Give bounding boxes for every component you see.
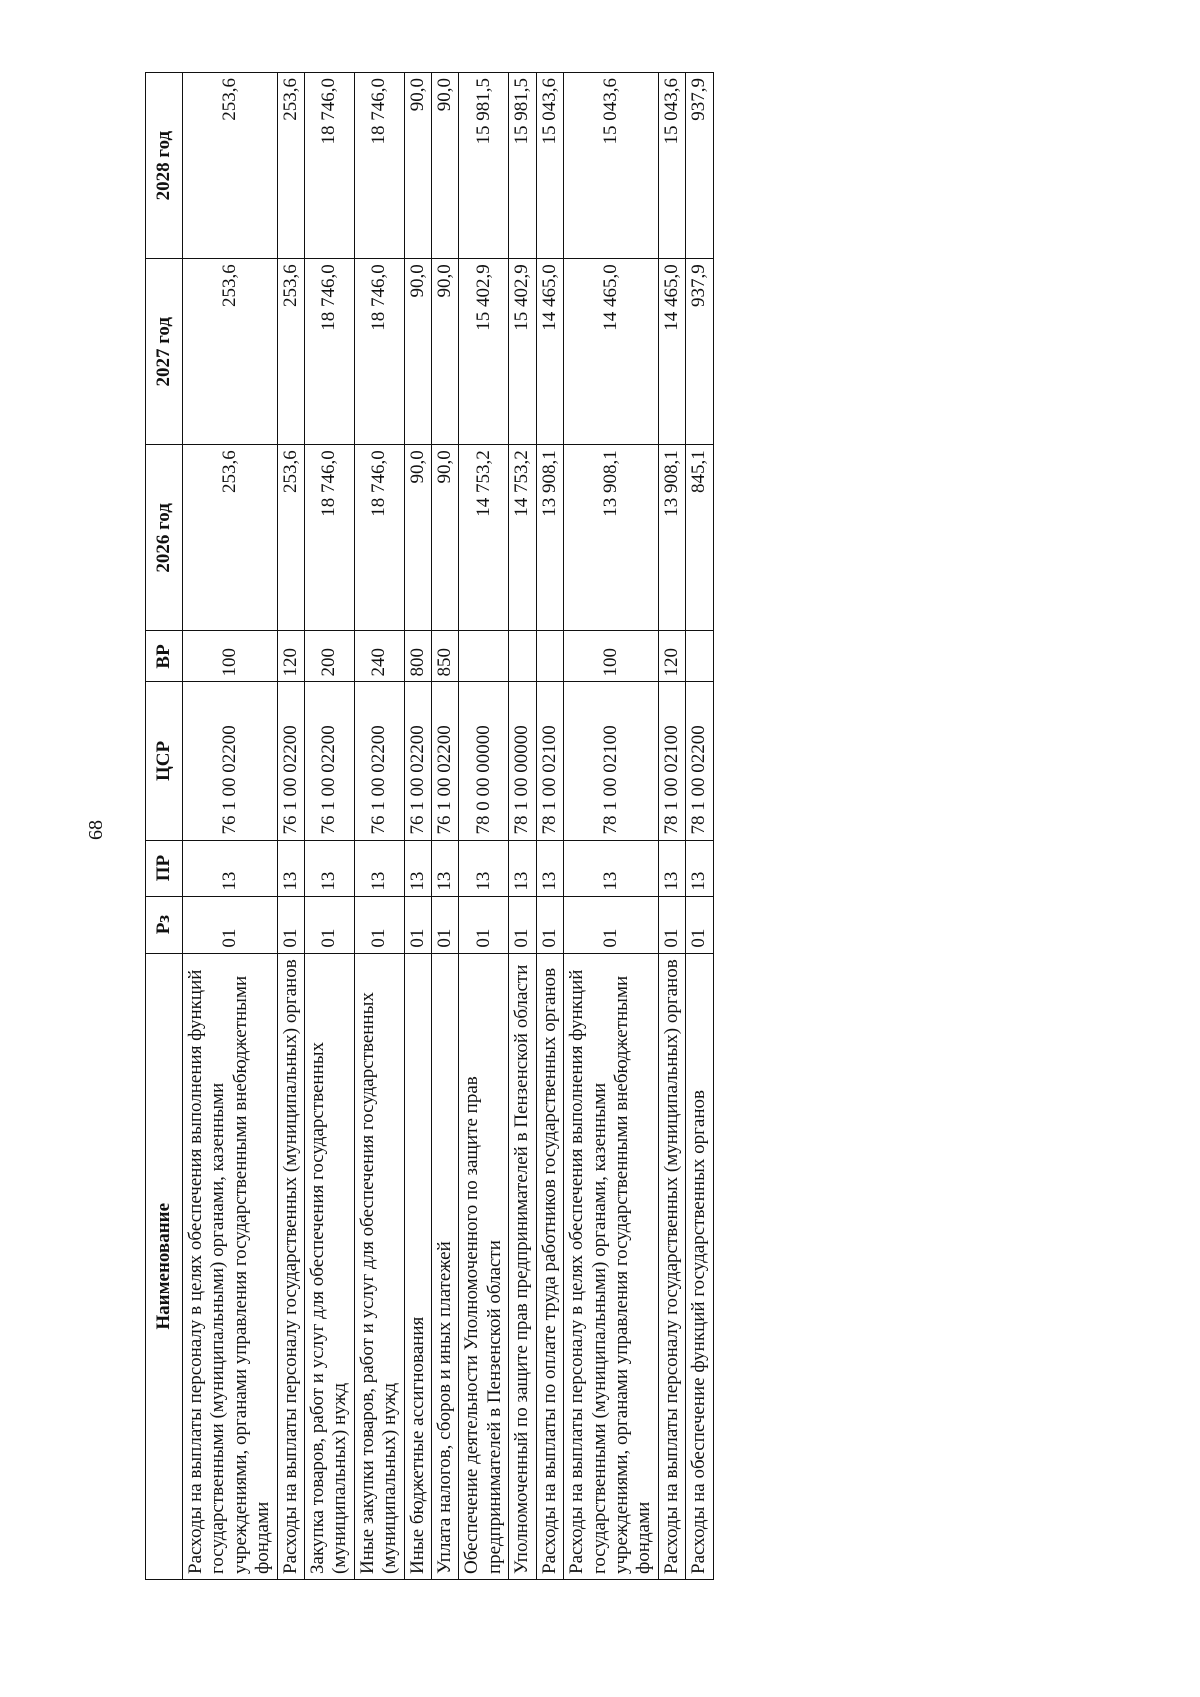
row-2026: 14 753,2 (459, 445, 509, 631)
row-rz: 01 (509, 896, 536, 953)
row-rz: 01 (432, 896, 459, 953)
row-name: Закупка товаров, работ и услуг для обеспечения государственных (муниципальных) нужд (305, 953, 355, 1579)
row-2026: 90,0 (404, 445, 431, 631)
table-row (658, 73, 685, 1580)
row-2026: 14 753,2 (509, 445, 536, 631)
row-rz: 01 (658, 896, 685, 953)
row-2027: 14 465,0 (658, 259, 685, 445)
row-pr: 13 (277, 840, 304, 896)
row-name: Уполномоченный по защите прав предпринимателей в Пензенской области (509, 953, 536, 1579)
row-2027: 15 402,9 (509, 259, 536, 445)
header-vr: ВР (146, 631, 183, 682)
row-csr: 78 1 00 00000 (509, 682, 536, 840)
row-2027: 90,0 (404, 259, 431, 445)
row-pr: 13 (404, 840, 431, 896)
row-2027: 18 746,0 (354, 259, 404, 445)
row-2026: 253,6 (183, 445, 278, 631)
row-vr: 120 (658, 631, 685, 682)
row-csr: 76 1 00 02200 (354, 682, 404, 840)
row-2027: 15 402,9 (459, 259, 509, 445)
header-2028: 2028 год (146, 73, 183, 259)
row-csr: 78 1 00 02100 (536, 682, 563, 840)
row-2026: 13 908,1 (564, 445, 659, 631)
row-2026: 90,0 (432, 445, 459, 631)
table-row (277, 73, 304, 1580)
row-2026: 18 746,0 (305, 445, 355, 631)
row-vr: 850 (432, 631, 459, 682)
header-2027: 2027 год (146, 259, 183, 445)
row-rz: 01 (305, 896, 355, 953)
row-2028: 937,9 (686, 73, 713, 259)
row-2027: 253,6 (277, 259, 304, 445)
table-header-row (146, 73, 183, 1580)
budget-table (145, 72, 714, 1580)
row-csr: 78 1 00 02200 (686, 682, 713, 840)
header-pr: ПР (146, 840, 183, 896)
row-2028: 90,0 (432, 73, 459, 259)
row-rz: 01 (536, 896, 563, 953)
row-rz: 01 (277, 896, 304, 953)
row-2028: 253,6 (277, 73, 304, 259)
row-2028: 18 746,0 (305, 73, 355, 259)
row-name: Расходы на обеспечение функций государственных органов (686, 953, 713, 1579)
row-name: Иные бюджетные ассигнования (404, 953, 431, 1579)
header-csr: ЦСР (146, 682, 183, 840)
row-name: Уплата налогов, сборов и иных платежей (432, 953, 459, 1579)
row-2028: 15 981,5 (459, 73, 509, 259)
header-rz: Рз (146, 896, 183, 953)
table-row (459, 73, 509, 1580)
row-2026: 13 908,1 (536, 445, 563, 631)
row-name: Расходы на выплаты по оплате труда работников государственных органов (536, 953, 563, 1579)
row-2026: 13 908,1 (658, 445, 685, 631)
row-rz: 01 (459, 896, 509, 953)
header-name: Наименование (146, 953, 183, 1579)
header-2026: 2026 год (146, 445, 183, 631)
row-csr: 76 1 00 02200 (404, 682, 431, 840)
row-csr: 76 1 00 02200 (432, 682, 459, 840)
row-csr: 76 1 00 02200 (277, 682, 304, 840)
row-pr: 13 (432, 840, 459, 896)
row-vr (536, 631, 563, 682)
row-rz: 01 (354, 896, 404, 953)
row-name: Иные закупки товаров, работ и услуг для обеспечения государственных (муниципальных) нужд (354, 953, 404, 1579)
row-vr (686, 631, 713, 682)
row-2027: 937,9 (686, 259, 713, 445)
row-2028: 15 043,6 (658, 73, 685, 259)
row-pr: 13 (305, 840, 355, 896)
row-csr: 76 1 00 02200 (183, 682, 278, 840)
row-2028: 15 043,6 (564, 73, 659, 259)
row-vr: 100 (183, 631, 278, 682)
row-pr: 13 (536, 840, 563, 896)
row-pr: 13 (564, 840, 659, 896)
row-2027: 18 746,0 (305, 259, 355, 445)
row-rz: 01 (183, 896, 278, 953)
table-row (536, 73, 563, 1580)
row-rz: 01 (404, 896, 431, 953)
table-row (564, 73, 659, 1580)
row-name: Расходы на выплаты персоналу в целях обеспечения выполнения функций государственными (муниципальными) органами, казенными учреждениями, органами управления государственными внебюджетными фондами (564, 953, 659, 1579)
row-csr: 78 1 00 02100 (564, 682, 659, 840)
table-row (404, 73, 431, 1580)
row-pr: 13 (183, 840, 278, 896)
table-row (305, 73, 355, 1580)
row-vr (459, 631, 509, 682)
row-vr (509, 631, 536, 682)
table-row (354, 73, 404, 1580)
row-vr: 240 (354, 631, 404, 682)
row-2026: 18 746,0 (354, 445, 404, 631)
budget-table-container (145, 72, 714, 1580)
table-row (686, 73, 713, 1580)
row-2026: 253,6 (277, 445, 304, 631)
row-csr: 76 1 00 02200 (305, 682, 355, 840)
row-name: Расходы на выплаты персоналу в целях обеспечения выполнения функций государственными (муниципальными) органами, казенными учреждениями, органами управления государственными внебюджетными фондами (183, 953, 278, 1579)
row-2028: 15 981,5 (509, 73, 536, 259)
row-vr: 100 (564, 631, 659, 682)
row-2027: 14 465,0 (536, 259, 563, 445)
table-row (432, 73, 459, 1580)
row-pr: 13 (459, 840, 509, 896)
row-name: Расходы на выплаты персоналу государственных (муниципальных) органов (277, 953, 304, 1579)
row-csr: 78 0 00 00000 (459, 682, 509, 840)
row-2026: 845,1 (686, 445, 713, 631)
row-vr: 120 (277, 631, 304, 682)
row-2027: 253,6 (183, 259, 278, 445)
row-csr: 78 1 00 02100 (658, 682, 685, 840)
page-number: 68 (85, 820, 107, 840)
row-2027: 90,0 (432, 259, 459, 445)
row-2028: 15 043,6 (536, 73, 563, 259)
row-vr: 200 (305, 631, 355, 682)
table-row (509, 73, 536, 1580)
row-name: Расходы на выплаты персоналу государственных (муниципальных) органов (658, 953, 685, 1579)
row-pr: 13 (354, 840, 404, 896)
row-2028: 18 746,0 (354, 73, 404, 259)
row-2028: 90,0 (404, 73, 431, 259)
row-2027: 14 465,0 (564, 259, 659, 445)
table-row (183, 73, 278, 1580)
row-pr: 13 (658, 840, 685, 896)
row-rz: 01 (564, 896, 659, 953)
row-rz: 01 (686, 896, 713, 953)
row-pr: 13 (509, 840, 536, 896)
row-name: Обеспечение деятельности Уполномоченного по защите прав предпринимателей в Пензенской области (459, 953, 509, 1579)
row-2028: 253,6 (183, 73, 278, 259)
row-pr: 13 (686, 840, 713, 896)
row-vr: 800 (404, 631, 431, 682)
